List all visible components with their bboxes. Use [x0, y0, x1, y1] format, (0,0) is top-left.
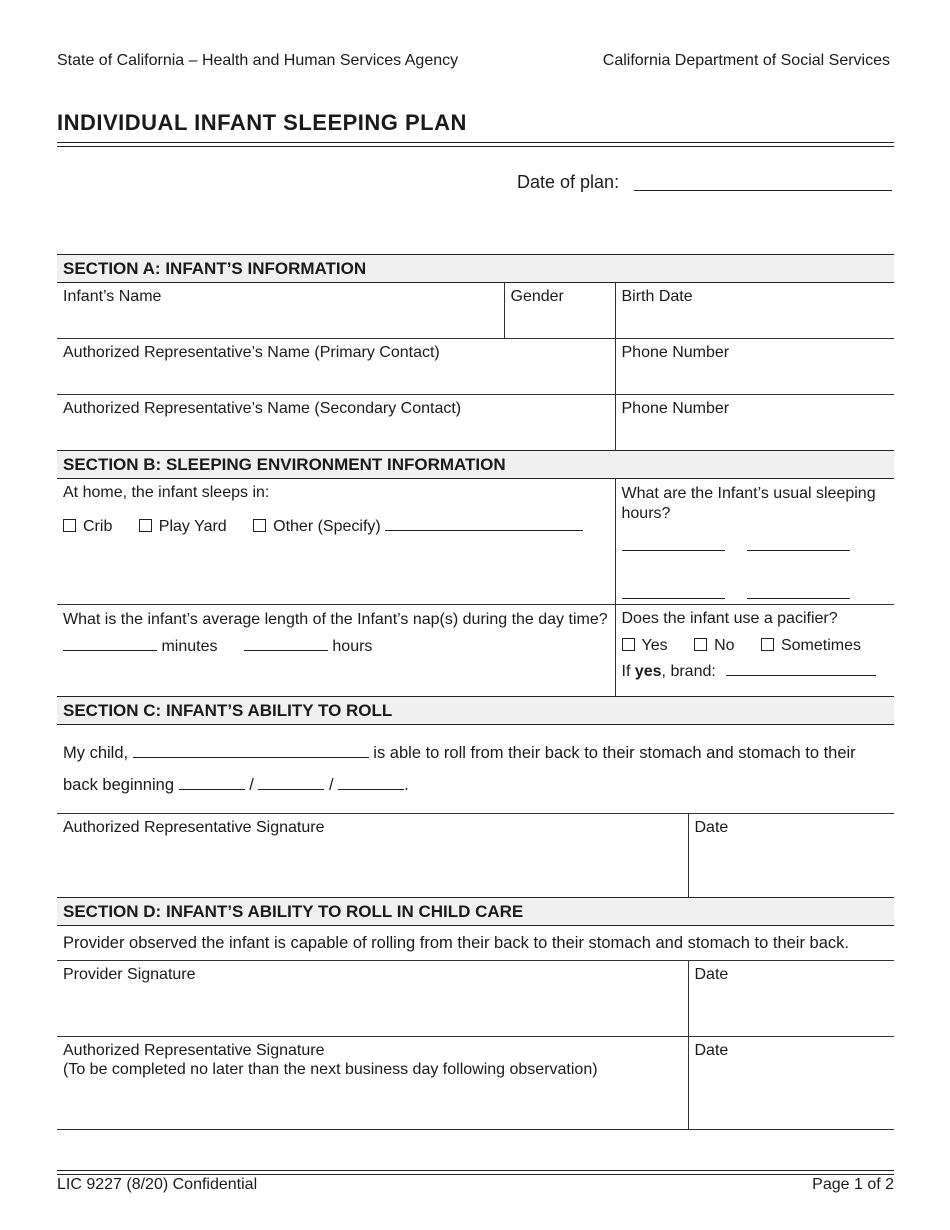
brand-label: , brand: — [661, 663, 716, 680]
yes-bold: yes — [634, 663, 662, 680]
birth-date-field[interactable] — [615, 283, 894, 339]
crib-label: Crib — [83, 518, 113, 535]
section-c-table — [57, 696, 894, 898]
infant-name-field[interactable] — [57, 283, 504, 339]
pacifier-sometimes-label: Sometimes — [780, 637, 861, 654]
date-label-c: Date — [694, 819, 729, 836]
section-d-table — [57, 897, 894, 1130]
if-label: If — [621, 663, 631, 680]
play-yard-checkbox[interactable] — [139, 519, 152, 532]
pacifier-cell — [615, 605, 894, 706]
footer-rule-top — [57, 1170, 894, 1171]
date-of-plan-field[interactable] — [634, 190, 892, 191]
other-checkbox[interactable] — [253, 519, 266, 532]
rep-signature-label-c: Authorized Representative Signature — [63, 819, 325, 836]
roll-day-field[interactable] — [258, 788, 324, 790]
date-field-d1[interactable] — [688, 961, 894, 1037]
pacifier-no-label: No — [714, 637, 735, 654]
section-c-title: SECTION C: INFANT’S ABILITY TO ROLL — [57, 697, 894, 725]
date-slash-1: / — [249, 776, 254, 794]
sleeping-hours-question: What are the Infant’s usual sleeping hours? — [621, 485, 876, 522]
section-a-b-table — [57, 254, 894, 706]
crib-checkbox[interactable] — [63, 519, 76, 532]
minutes-label: minutes — [161, 638, 218, 655]
date-field-c[interactable] — [688, 814, 894, 898]
infant-name-label: Infant’s Name — [63, 288, 162, 305]
section-a-title: SECTION A: INFANT’S INFORMATION — [57, 255, 894, 283]
hours-label: hours — [332, 638, 373, 655]
date-label-d1: Date — [694, 966, 729, 983]
my-child-label: My child, — [63, 744, 129, 762]
phone-secondary-label: Phone Number — [621, 400, 730, 417]
sleeping-hours-field-2[interactable] — [747, 549, 850, 551]
form-title: INDIVIDUAL INFANT SLEEPING PLAN — [57, 110, 467, 135]
back-beginning-label: back beginning — [63, 776, 175, 794]
sleeps-in-cell — [57, 479, 615, 605]
child-name-field[interactable] — [133, 756, 369, 758]
section-d-title: SECTION D: INFANT’S ABILITY TO ROLL IN CHILD CARE — [57, 898, 894, 926]
rep-secondary-field[interactable] — [57, 395, 615, 451]
nap-length-question: What is the infant’s average length of the Infant’s nap(s) during the day time? — [63, 611, 608, 628]
form-id: LIC 9227 (8/20) Confidential — [57, 1176, 258, 1193]
sleeping-hours-field-1[interactable] — [622, 549, 725, 551]
date-label-d2: Date — [694, 1042, 729, 1059]
gender-label: Gender — [510, 288, 564, 305]
roll-text: is able to roll from their back to their stomach and stomach to their — [373, 744, 856, 762]
provider-signature-field[interactable] — [57, 961, 688, 1037]
roll-statement — [57, 725, 894, 814]
brand-field[interactable] — [726, 674, 876, 676]
rep-signature-note: (To be completed no later than the next business day following observation) — [63, 1061, 598, 1078]
date-period: . — [404, 776, 409, 794]
observed-text: Provider observed the infant is capable of rolling from their back to their stomach and stomach to their back. — [63, 933, 849, 952]
other-option[interactable] — [253, 518, 583, 535]
rep-secondary-label: Authorized Representative’s Name (Secondary Contact) — [63, 400, 462, 417]
roll-month-field[interactable] — [179, 788, 245, 790]
sleeping-hours-field-3[interactable] — [622, 597, 725, 599]
section-b-title: SECTION B: SLEEPING ENVIRONMENT INFORMATION — [57, 451, 894, 479]
other-specify-field[interactable] — [385, 529, 583, 531]
pacifier-sometimes-option[interactable] — [761, 637, 861, 654]
pacifier-sometimes-checkbox[interactable] — [761, 638, 774, 651]
pacifier-no-checkbox[interactable] — [694, 638, 707, 651]
phone-primary-label: Phone Number — [621, 344, 730, 361]
phone-secondary-field[interactable] — [615, 395, 894, 451]
play-yard-option[interactable] — [139, 518, 227, 535]
crib-option[interactable] — [63, 518, 112, 535]
sleeping-hours-field-4[interactable] — [747, 597, 850, 599]
sleeps-in-label: At home, the infant sleeps in: — [63, 484, 270, 501]
agency-right: California Department of Social Services — [602, 52, 890, 69]
pacifier-no-option[interactable] — [694, 637, 734, 654]
rep-primary-field[interactable] — [57, 339, 615, 395]
agency-left: State of California – Health and Human Services Agency — [57, 52, 459, 69]
play-yard-label: Play Yard — [158, 518, 227, 535]
footer-rule-bottom — [57, 1174, 894, 1175]
date-field-d2[interactable] — [688, 1037, 894, 1130]
pacifier-yes-checkbox[interactable] — [622, 638, 635, 651]
provider-signature-label: Provider Signature — [63, 966, 196, 983]
gender-field[interactable] — [504, 283, 615, 339]
birth-date-label: Birth Date — [621, 288, 693, 305]
date-slash-2: / — [328, 776, 334, 794]
pacifier-question: Does the infant use a pacifier? — [621, 610, 838, 627]
roll-year-field[interactable] — [338, 788, 404, 790]
rep-signature-field-d[interactable] — [57, 1037, 688, 1130]
rep-signature-label-d: Authorized Representative Signature — [63, 1042, 325, 1059]
pacifier-yes-label: Yes — [641, 637, 668, 654]
pacifier-yes-option[interactable] — [622, 637, 668, 654]
rep-signature-field-c[interactable] — [57, 814, 688, 898]
sleeping-hours-cell — [615, 479, 894, 605]
title-rule-top — [57, 142, 894, 143]
nap-hours-field[interactable] — [244, 649, 328, 651]
nap-minutes-field[interactable] — [63, 649, 157, 651]
phone-primary-field[interactable] — [615, 339, 894, 395]
rep-primary-label: Authorized Representative’s Name (Primary Contact) — [63, 344, 440, 361]
title-rule-bottom — [57, 146, 894, 147]
page-number: Page 1 of 2 — [812, 1176, 894, 1193]
other-label: Other (Specify) — [273, 518, 381, 535]
nap-length-cell — [57, 605, 615, 706]
date-of-plan-label: Date of plan: — [517, 172, 620, 192]
